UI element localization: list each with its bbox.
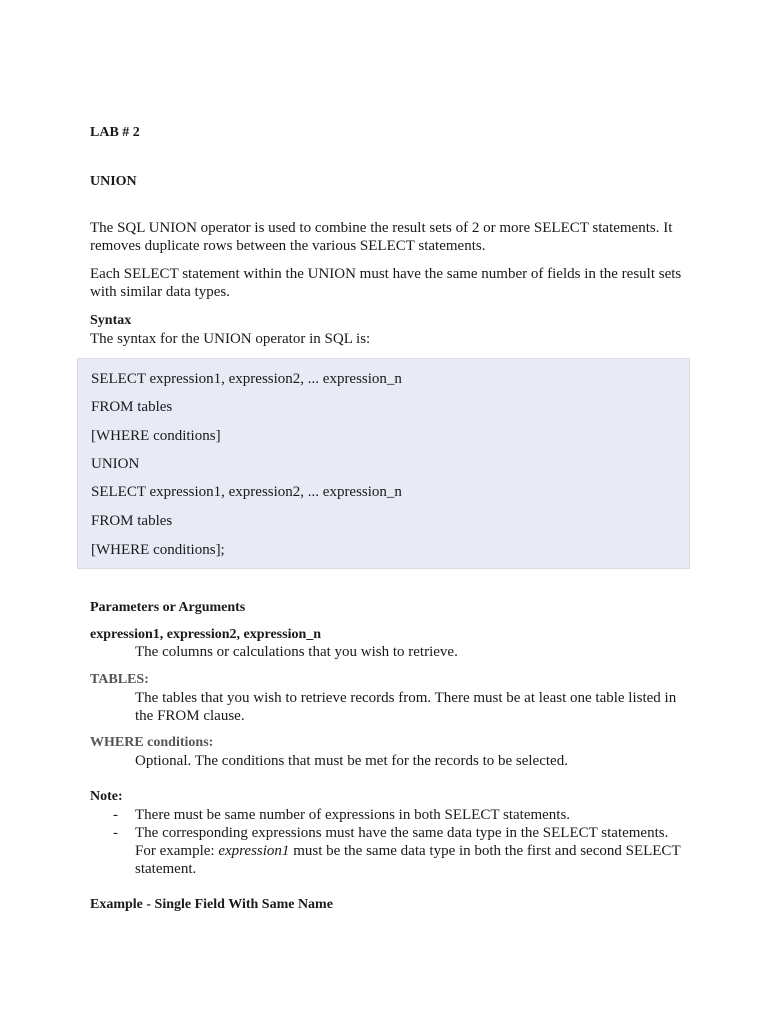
param-term-expressions: expression1, expression2, expression_n xyxy=(90,627,322,642)
bullet-dash: - xyxy=(113,825,118,841)
syntax-heading: Syntax xyxy=(90,313,132,328)
code-line: FROM tables xyxy=(91,513,173,529)
intro-paragraph-2: Each SELECT statement within the UNION must have the same number of fields in the result sets with similar data types. xyxy=(90,266,682,300)
section-title: UNION xyxy=(90,174,137,189)
note-item-2-prefix: The corresponding expressions must have the same data type in the SELECT statements. For example: xyxy=(135,825,669,859)
example-heading: Example - Single Field With Same Name xyxy=(90,897,333,912)
param-definition-tables: The tables that you wish to retrieve records from. There must be at least one table listed in the FROM clause. xyxy=(135,690,677,724)
code-line: SELECT expression1, expression2, ... expression_n xyxy=(91,484,402,500)
code-line: FROM tables xyxy=(91,399,173,415)
code-line: SELECT expression1, expression2, ... expression_n xyxy=(91,371,402,387)
intro-paragraph-1: The SQL UNION operator is used to combine the result sets of 2 or more SELECT statements. It removes duplicate rows between the various SELECT statements. xyxy=(90,220,673,254)
lab-title: LAB # 2 xyxy=(90,125,140,140)
note-heading: Note: xyxy=(90,789,123,804)
param-term-where: WHERE conditions: xyxy=(90,735,214,750)
note-item-2-suffix: must be the same data type in both the first and second SELECT statement. xyxy=(135,843,681,877)
param-definition-where: Optional. The conditions that must be met for the records to be selected. xyxy=(135,753,568,769)
code-line: UNION xyxy=(91,456,140,472)
param-definition-expressions: The columns or calculations that you wish to retrieve. xyxy=(135,644,458,660)
bullet-dash: - xyxy=(113,807,118,823)
note-item-2-italic: expression1 xyxy=(218,843,290,859)
parameters-heading: Parameters or Arguments xyxy=(90,600,246,615)
note-item-1: There must be same number of expressions in both SELECT statements. xyxy=(135,807,571,823)
param-term-tables: TABLES: xyxy=(90,672,149,687)
code-line: [WHERE conditions] xyxy=(91,428,221,444)
code-line: [WHERE conditions]; xyxy=(91,542,225,558)
syntax-description: The syntax for the UNION operator in SQL is: xyxy=(90,331,371,347)
syntax-code-block xyxy=(77,358,690,569)
note-item-2 xyxy=(135,824,683,878)
